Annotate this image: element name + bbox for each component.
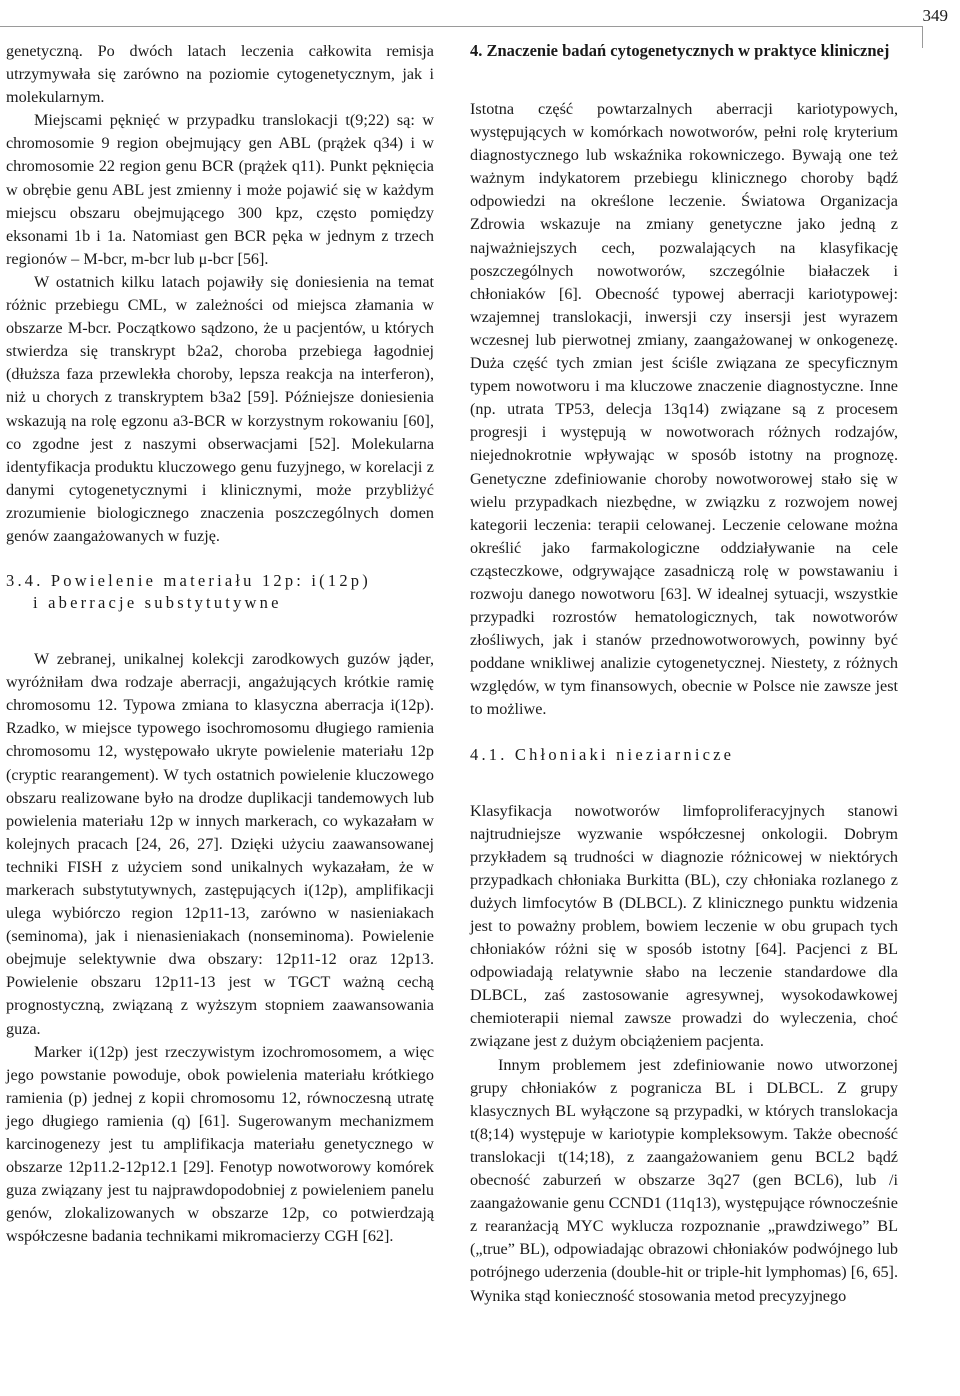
right-column (470, 40, 898, 1308)
section-heading-4-1: 4.1. Chłoniaki nieziarnicze (470, 744, 735, 764)
section-heading-3-4 (6, 570, 434, 614)
paragraph: Marker i(12p) jest rzeczywistym izochromosomem, a więc jego powstanie powoduje, obok powielenia materiału krótkiego ramienia (p) jednej z kopii chromosomu 12, równoczesną utratę jego długiego ramienia (q) [61]. Sugerowanym mechanizmem karcinogenezy jest tu amplifikacja materiału genetycznego w obszarze 12p11.2-12p12.1 [29]. Fenotyp nowotworowy komórek guza związany jest tu najprawdopodobniej z powieleniem panelu genów, zlokalizowanych w obszarze 12p, co potwierdzają współczesne badania technikami mikromacierzy CGH [62]. (6, 1042, 434, 1246)
header-rule (0, 26, 922, 27)
section-heading-line-1: 3.4. Powielenie materiału 12p: i(12p) (6, 571, 371, 591)
paragraph: W zebranej, unikalnej kolekcji zarodkowych guzów jąder, wyróżniłam dwa rodzaje aberracji, angażujących krótkie ramię chromosomu 12. Typowa zmiana to klasyczna aberracja i(12p). Rzadko, w miejsce typowego isochromosomu długiego ramienia chromosomu 12, występowało ukryte powielenie materiału 12p (cryptic rearangement). W tych ostatnich powielenie kluczowego obszaru realizowane było na drodze duplikacji tandemowych lub powielenia materiału 12p w innych markerach, co wykazałam w kolejnych pracach [24, 26, 27]. Dzięki użyciu zaawansowanej techniki FISH z użyciem sond unikalnych wykazałam, że w markerach substytutywnych, zastępujących i(12p), amplifikacji ulega wybiórczo region 12p11-13, zarówno w nasieniakach (seminoma), jak i nienasieniakach (nonseminoma). Powielenie obejmuje selektywnie dwa obszary: 12p11-12 oraz 12p13. Powielenie obszaru 12p11-13 jest w TGCT ważną cechą prognostyczną, związaną z wyższym stopniem zaawansowania guza. (6, 650, 434, 1038)
paragraph: Miejscami pęknięć w przypadku translokacji t(9;22) są: w chromosomie 9 region obejmujący gen ABL (prążek q34) i w chromosomie 22 region genu BCR (prążek q11). Punkt pęknięcia w obrębie genu ABL jest zmienny i może pojawić się w każdym miejscu obszaru obejmującego 300 kpz, często pomiędzy eksonami 1b i 1a. Natomiast gen BCR pęka w jednym z trzech regionów – M-bcr, m-bcr lub μ-bcr [56]. (6, 111, 434, 268)
section-heading-line-2: i aberracje substytutywne (33, 593, 282, 613)
paragraph: Istotna część powtarzalnych aberracji kariotypowych, występujących w komórkach nowotworów, pełni rolę kryterium diagnostycznego lub wskaźnika rokowniczego. Bywają one też ważnym indykatorem przebiegu klinicznego choroby bądź odpowiedzi na określone leczenie. Światowa Organizacja Zdrowia wskazuje na zmiany genetyczne jako jedną z najważniejszych cech, pozwalających na klasyfikację poszczególnych nowotworów, szczególnie białaczek i chłoniaków [6]. Obecność typowej aberracji kariotypowej: wzajemnej translokacji, inwersji czy insersji jest wyrazem wczesnej lub pierwotnej zmiany, zaangażowanej w onkogenezę. Duża część tych zmian jest ściśle związana ze specyficznym typem nowotworu i ma kluczowe znaczenie diagnostyczne. Inne (np. utrata TP53, delecja 13q14) związane są z procesem progresji i występują w nowotworach różnych rodzajów, niejednokrotnie wpływając w sposób istotny na prognozę. Genetyczne zdefiniowanie choroby nowotworowej stało się w wielu przypadkach niezbędne, w związku z rozwojem nowej kategorii leczenia: terapii celowanej. Leczenie celowane można określić jako farmakologiczne oddziaływanie na cele cząsteczkowe, odgrywające zasadniczą rolę w powstawaniu i rozwoju danego nowotworu [63]. W idealnej sytuacji, wszystkie przypadki rozrostów hematologicznych, tak nowotworów złośliwych, jak i stanów przednowotworowych, powinny być poddane wnikliwej analizie cytogenetycznej. Niestety, z różnych względów, w tym finansowych, obecnie w Polsce nie zawsze jest to możliwe. (470, 100, 898, 719)
page-number: 349 (922, 6, 948, 25)
paragraph: genetyczną. Po dwóch latach leczenia całkowita remisja utrzymywała się zarówno na poziomie cytogenetycznym, jak i molekularnym. (6, 42, 434, 107)
paragraph: W ostatnich kilku latach pojawiły się doniesienia na temat różnic przebiegu CML, w zależności od miejsca złamania w obszarze M-bcr. Początkowo sądzono, że u pacjentów, u których stwierdza się transkrypt b2a2, choroba przebiega łagodniej (dłuższa faza przewlekła choroby, lepsza reakcja na interferon), niż u chorych z transkryptem b3a2 [59]. Późniejsze doniesienia wskazują na rolę egzonu a3-BCR w korzystnym rokowaniu [60], co zgodne jest z naszymi obserwacjami [52]. Molekularna identyfikacja produktu kluczowego genu fuzyjnego, w korelacji z danymi cytogenetycznymi i klinicznymi, może przybliżyć zrozumienie biologicznego znaczenia poszczególnych domen genów zaangażowanych w fuzję. (6, 272, 434, 545)
header-rule-vertical (922, 26, 923, 48)
paragraph: Innym problemem jest zdefiniowanie nowo utworzonej grupy chłoniaków z pogranicza BL i DLBCL. Z grupy klasycznych BL wyłączone są przypadki, w których translokacja t(8;14) występuje w kariotypie kompleksowym. Także obecność translokacji t(14;18), z zaangażowaniem genu BCL2 bądź obecność zaburzeń w obszarze 3q27 (gen BCL6), lub /i zaangażowanie genu CCND1 (11q13), występujące równocześnie z rearanżacją MYC wyklucza rozpoznanie „prawdziwego” BL („true” BL), odpowiadając obrazowi chłoniaków podwójnego lub potrójnego uderzenia (double-hit or triple-hit lymphomas) [6, 65]. Wynika stąd konieczność stosowania metod precyzyjnego (470, 1055, 898, 1305)
section-heading-4: 4. Znaczenie badań cytogenetycznych w praktyce klinicznej (470, 41, 890, 60)
paragraph: Klasyfikacja nowotworów limfoproliferacyjnych stanowi najtrudniejsze wyzwanie współczesnej onkologii. Dobrym przykładem są trudności w diagnozie różnicowej w niektórych przypadkach chłoniaka Burkitta (BL), czy chłoniaka rozlanego z dużych limfocytów B (DLBCL). Z klinicznego punktu widzenia jest to poważny problem, bowiem leczenie w obu grupach tych chłoniaków różni się w sposób istotny [64]. Pacjenci z BL odpowiadają relatywnie słabo na leczenie standardowe dla DLBCL, zaś zastosowanie agresywnej, wysokodawkowej chemioterapii niemal zawsze prowadzi do wyleczenia, choć związane jest z dużym obciążeniem pacjenta. (470, 801, 898, 1051)
left-column (6, 40, 434, 1249)
